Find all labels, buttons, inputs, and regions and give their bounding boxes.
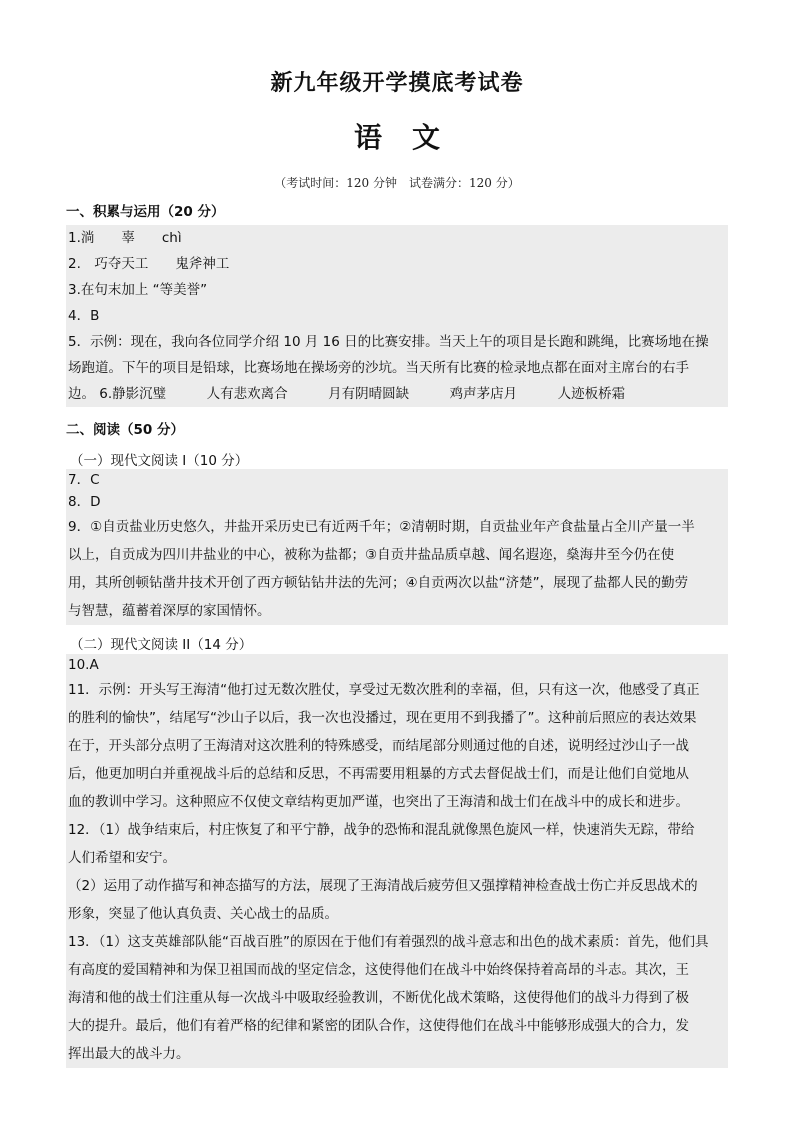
answer-line: 9．①自贡盐业历史悠久，井盐开采历史已有近两千年；②清朝时期，自贡盐业年产食盐量占全川产量一半 — [68, 519, 695, 535]
answer-line: 用，其所创顿钻凿井技术开创了西方顿钻钻井法的先河；④自贡两次以盐“济楚”，展现了盐都人民的勤劳 — [68, 575, 689, 591]
subject-title: 语文 — [353, 121, 470, 154]
part-1-heading: （一）现代文阅读 I（10 分） — [70, 453, 249, 469]
answer-line: 13．（1）这支英雄部队能“百战百胜”的原因在于他们有着强烈的战斗意志和出色的战术素质：首先，他们具 — [68, 934, 709, 950]
document-title: 新九年级开学摸底考试卷 — [270, 71, 524, 96]
part-1-answers — [66, 469, 728, 625]
section-2-heading: 二、阅读（50 分） — [66, 422, 184, 438]
answer-line: 形象，突显了他认真负责、关心战士的品质。 — [68, 906, 338, 922]
answer-line: 8．D — [68, 494, 101, 510]
answer-line: 2. 巧夺天工 鬼斧神工 — [68, 256, 230, 272]
exam-info: （考试时间：120 分钟 试卷满分：120 分） — [274, 176, 520, 190]
answer-line: 10.A — [68, 657, 99, 673]
answer-line: （2）运用了动作描写和神态描写的方法，展现了王海清战后疲劳但又强撑精神检查战士伤亡并反思战术的 — [68, 878, 698, 894]
answer-line: 5．示例：现在，我向各位同学介绍 10 月 16 日的比赛安排。当天上午的项目是长跑和跳绳，比赛场地在操 — [68, 334, 709, 350]
answer-line: 以上，自贡成为四川井盐业的中心，被称为盐都；③自贡井盐品质卓越、闻名遐迩，燊海井至今仍在使 — [68, 547, 675, 563]
answer-line: 海清和他的战士们注重从每一次战斗中吸取经验教训，不断优化战术策略，这使得他们的战斗力得到了极 — [68, 990, 689, 1006]
answer-line: 的胜利的愉快”，结尾写“沙山子以后，我一次也没播过，现在更用不到我播了”。这种前后照应的表达效果 — [68, 710, 697, 726]
answer-line: 边。 6.静影沉璧 人有悲欢离合 月有阴晴圆缺 鸡声茅店月 人迹板桥霜 — [68, 386, 626, 402]
answer-line: 场跑道。下午的项目是铅球，比赛场地在操场旁的沙坑。当天所有比赛的检录地点都在面对主席台的右手 — [68, 360, 689, 376]
answer-line: 挥出最大的战斗力。 — [68, 1046, 190, 1062]
answer-line: 4．B — [68, 308, 100, 324]
answer-line: 7．C — [68, 472, 100, 488]
answer-line: 人们希望和安宁。 — [68, 850, 176, 866]
section-1-answers — [66, 225, 728, 407]
answer-line: 有高度的爱国精神和为保卫祖国而战的坚定信念，这使得他们在战斗中始终保持着高昂的斗志。其次，王 — [68, 962, 689, 978]
answer-line: 与智慧，蕴蓄着深厚的家国情怀。 — [68, 603, 271, 619]
answer-line: 1.淌 辜 chì — [68, 230, 182, 246]
answer-line: 大的提升。最后，他们有着严格的纪律和紧密的团队合作，这使得他们在战斗中能够形成强大的合力，发 — [68, 1018, 689, 1034]
answer-line: 在于，开头部分点明了王海清对这次胜利的特殊感受，而结尾部分则通过他的自述，说明经过沙山子一战 — [68, 738, 689, 754]
part-2-answers — [66, 654, 728, 1068]
answer-line: 血的教训中学习。这种照应不仅使文章结构更加严谨，也突出了王海清和战士们在战斗中的成长和进步。 — [68, 794, 689, 810]
answer-line: 后，他更加明白并重视战斗后的总结和反思，不再需要用粗暴的方式去督促战士们，而是让他们自觉地从 — [68, 766, 689, 782]
answer-line: 12．（1）战争结束后，村庄恢复了和平宁静，战争的恐怖和混乱就像黑色旋风一样，快速消失无踪，带给 — [68, 822, 695, 838]
part-2-heading: （二）现代文阅读 II（14 分） — [70, 637, 253, 653]
answer-line: 11．示例：开头写王海清“他打过无数次胜仗，享受过无数次胜利的幸福，但，只有这一次，他感受了真正 — [68, 682, 700, 698]
answer-line: 3.在句末加上 “等美誉” — [68, 282, 208, 298]
section-1-heading: 一、积累与运用（20 分） — [66, 204, 225, 220]
